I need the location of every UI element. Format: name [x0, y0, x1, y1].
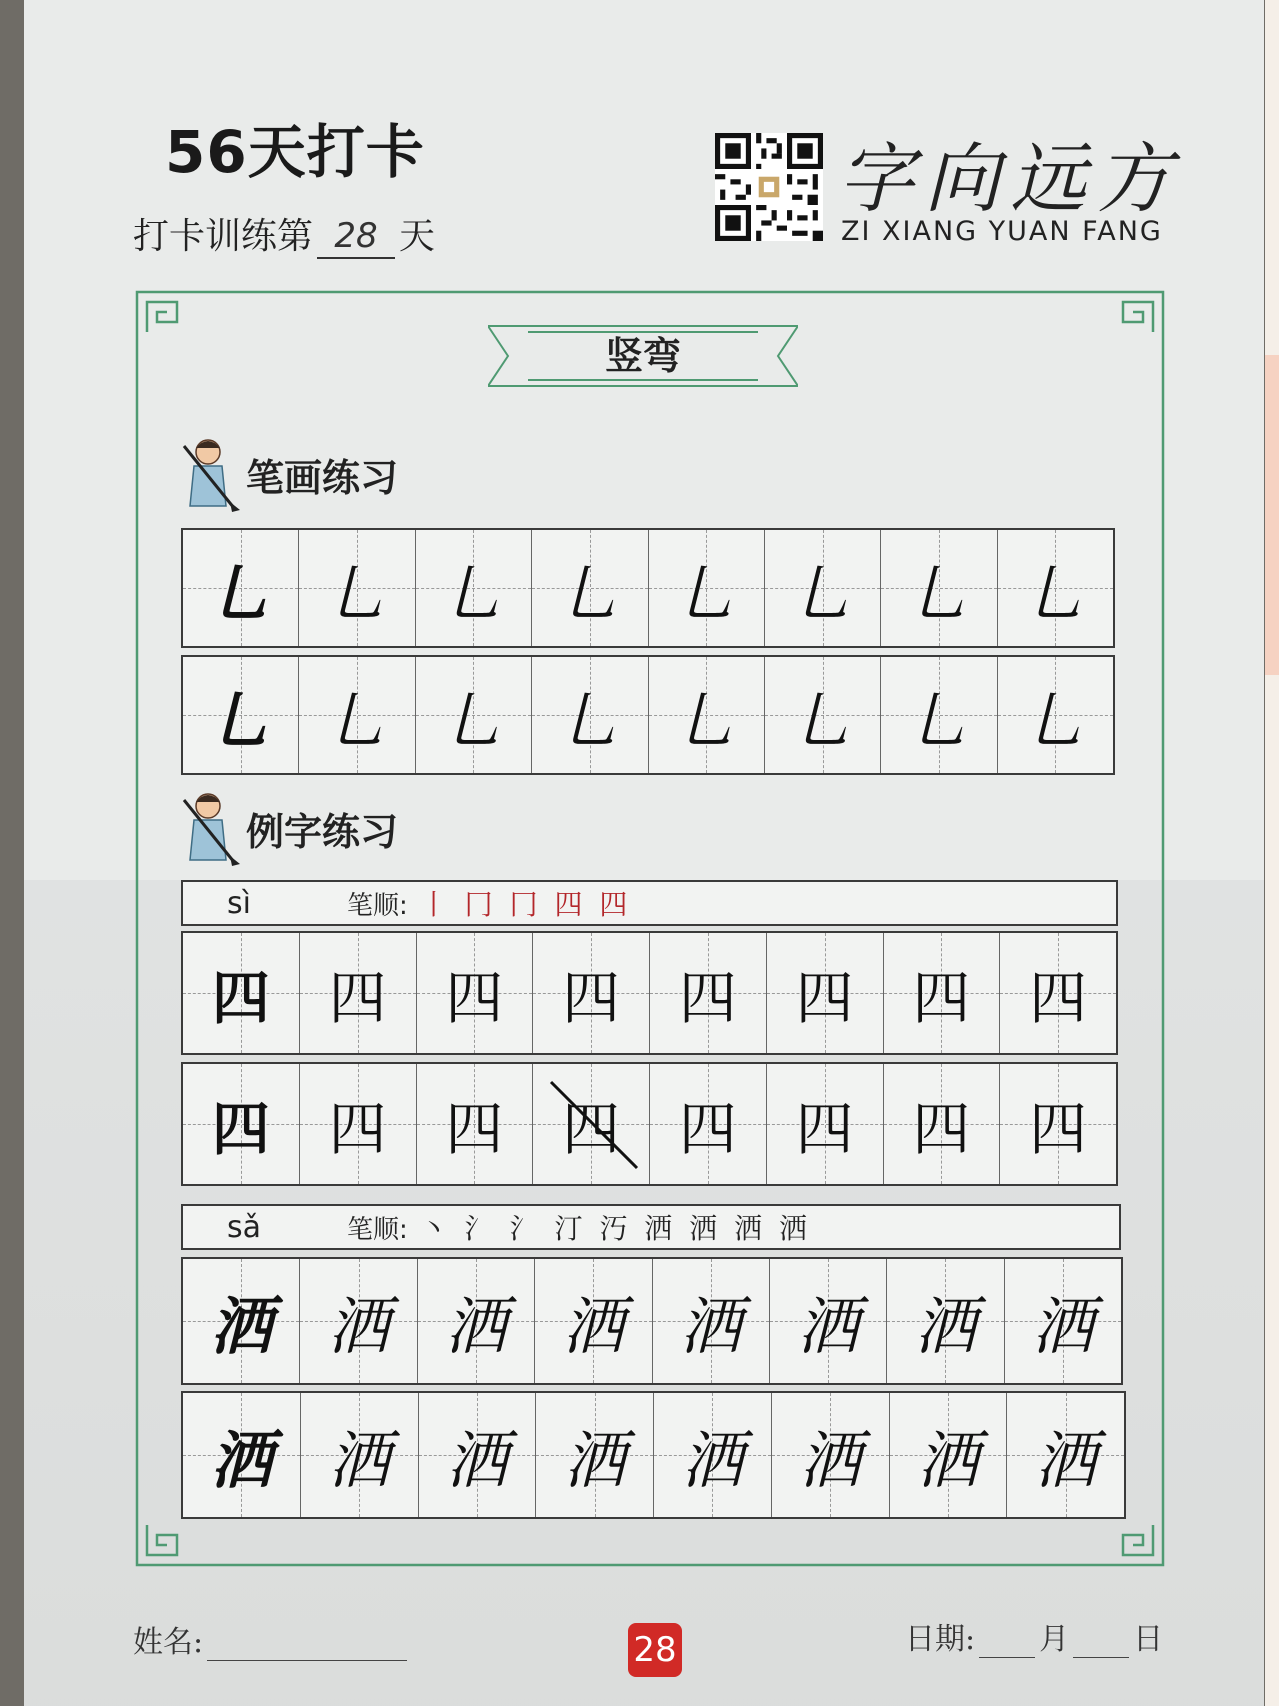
grid-cell: 洒	[772, 1393, 890, 1517]
grid-cell: 乚	[299, 530, 415, 646]
grid-cell: 乚	[416, 657, 532, 773]
grid-cell: 四	[767, 933, 884, 1053]
grid-cell: 洒	[536, 1393, 654, 1517]
example-section-title: 例字练习	[246, 809, 399, 854]
grid-cell: 四	[417, 1064, 534, 1184]
background-pink-tab	[1265, 355, 1279, 675]
name-blank	[207, 1630, 407, 1661]
date-field	[905, 1614, 1163, 1658]
day-suffix: 天	[399, 216, 436, 257]
grid-cell: 乚	[881, 530, 997, 646]
grid-cell: 洒	[653, 1259, 770, 1383]
brand-logo-cn: 字向远方	[838, 134, 1182, 223]
grid-cell: 洒	[300, 1259, 417, 1383]
date-label: 日期:	[905, 1622, 976, 1657]
grid-cell: 四	[183, 933, 300, 1053]
grid-cell: 四	[417, 933, 534, 1053]
grid-cell: 乚	[649, 657, 765, 773]
grid-cell: 洒	[890, 1393, 1008, 1517]
stroke-order-sequence: 丨 冂 冂 四 四	[419, 888, 632, 921]
grid-cell: 洒	[301, 1393, 419, 1517]
brand-logo-en: ZI XIANG YUAN FANG	[841, 216, 1163, 247]
grid-cell: 洒	[419, 1393, 537, 1517]
grid-cell: 四	[300, 1064, 417, 1184]
example-section-header	[178, 790, 398, 866]
grid-cell: 洒	[183, 1259, 300, 1383]
day-blank	[1073, 1627, 1129, 1658]
grid-cell: 乚	[765, 530, 881, 646]
month-blank	[979, 1627, 1035, 1658]
grid-cell: 乚	[183, 657, 299, 773]
day-value-handwritten: 28	[317, 215, 395, 259]
qr-code-icon	[713, 133, 825, 241]
sa-practice-row-2	[181, 1391, 1126, 1519]
pinyin-bar-si	[181, 880, 1118, 926]
strike-mark	[543, 1074, 643, 1174]
si-practice-row-1	[181, 931, 1118, 1055]
grid-cell: 四	[533, 933, 650, 1053]
name-label: 姓名:	[133, 1625, 204, 1660]
stroke-practice-row-2	[181, 655, 1115, 775]
worksheet-title: 56天打卡	[165, 118, 425, 186]
grid-cell: 洒	[770, 1259, 887, 1383]
grid-cell: 乚	[299, 657, 415, 773]
page-number-badge: 28	[628, 1623, 682, 1677]
stroke-name-title: 竖弯	[604, 334, 681, 378]
grid-cell: 乚	[649, 530, 765, 646]
si-practice-row-2	[181, 1062, 1118, 1186]
sa-practice-row-1	[181, 1257, 1123, 1385]
grid-cell: 四	[767, 1064, 884, 1184]
scholar-mascot-icon	[178, 436, 242, 512]
stroke-order-label: 笔顺:	[347, 1214, 408, 1245]
grid-cell: 乚	[183, 530, 299, 646]
grid-cell: 洒	[1007, 1393, 1124, 1517]
grid-cell: 洒	[418, 1259, 535, 1383]
day-label: 日	[1133, 1622, 1164, 1657]
grid-cell: 四	[650, 1064, 767, 1184]
grid-cell: 四	[533, 1064, 650, 1184]
day-prefix: 打卡训练第	[133, 216, 314, 257]
stroke-section-header	[178, 436, 398, 512]
grid-cell: 四	[1000, 933, 1116, 1053]
grid-cell: 洒	[1005, 1259, 1121, 1383]
scholar-mascot-icon	[178, 790, 242, 866]
pinyin-bar-sa	[181, 1204, 1121, 1250]
name-field	[133, 1617, 407, 1661]
background-page-edge	[1265, 0, 1279, 1706]
grid-cell: 乚	[416, 530, 532, 646]
grid-cell: 四	[884, 933, 1001, 1053]
grid-cell: 四	[183, 1064, 300, 1184]
stroke-practice-row-1	[181, 528, 1115, 648]
grid-cell: 洒	[887, 1259, 1004, 1383]
grid-cell: 四	[884, 1064, 1001, 1184]
grid-cell: 四	[300, 933, 417, 1053]
month-label: 月	[1039, 1622, 1070, 1657]
grid-cell: 乚	[998, 657, 1113, 773]
grid-cell: 乚	[998, 530, 1113, 646]
day-counter-line	[133, 208, 435, 259]
grid-cell: 洒	[183, 1393, 301, 1517]
grid-cell: 洒	[535, 1259, 652, 1383]
grid-cell: 乚	[881, 657, 997, 773]
pinyin-label: sì	[227, 885, 251, 921]
grid-cell: 四	[1000, 1064, 1116, 1184]
pinyin-label: sǎ	[227, 1209, 262, 1245]
grid-cell: 四	[650, 933, 767, 1053]
grid-cell: 乚	[532, 530, 648, 646]
stroke-order-label: 笔顺:	[347, 890, 408, 921]
stroke-section-title: 笔画练习	[246, 455, 399, 500]
grid-cell: 洒	[654, 1393, 772, 1517]
grid-cell: 乚	[532, 657, 648, 773]
grid-cell: 乚	[765, 657, 881, 773]
stroke-order-sequence: 丶 氵 氵 汀 汅 洒 洒 洒 洒	[419, 1212, 811, 1245]
